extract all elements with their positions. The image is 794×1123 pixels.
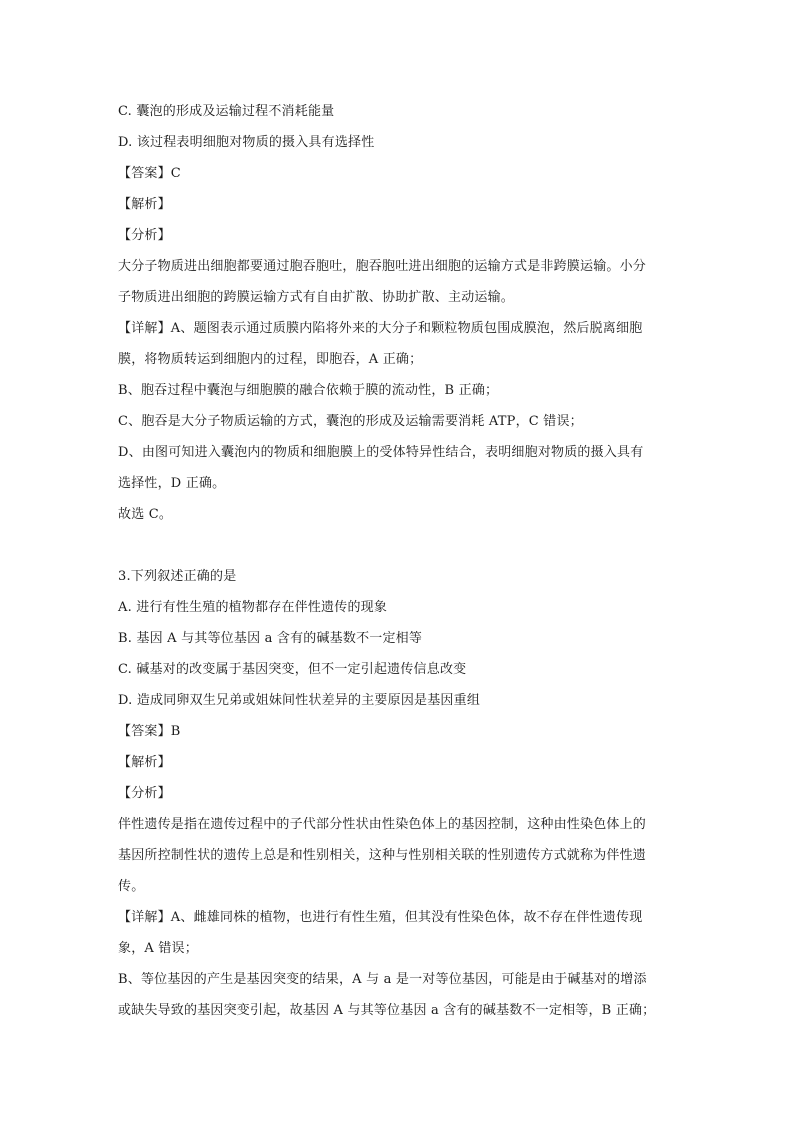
q2-detail-line-1: 【详解】A、题图表示通过质膜内陷将外来的大分子和颗粒物质包围成膜泡，然后脱离细胞 (118, 321, 643, 336)
q2-conclusion: 故选 C。 (118, 507, 173, 522)
q2-fenxi-line-1: 大分子物质进出细胞都要通过胞吞胞吐，胞吞胞吐进出细胞的运输方式是非跨膜运输。小分 (118, 259, 647, 274)
q2-analysis-heading: 【解析】 (118, 197, 171, 212)
q3-fenxi-heading: 【分析】 (118, 786, 171, 801)
q2-fenxi-heading: 【分析】 (118, 228, 171, 243)
q3-fenxi-line-3: 传。 (118, 879, 145, 894)
q3-stem: 3.下列叙述正确的是 (118, 569, 237, 584)
section-gap (118, 530, 678, 561)
q2-option-d: D. 该过程表明细胞对物质的摄入具有选择性 (118, 135, 375, 150)
q3-fenxi-line-1: 伴性遗传是指在遗传过程中的子代部分性状由性染色体上的基因控制，这种由性染色体上的 (118, 817, 647, 832)
q2-option-c: C. 囊泡的形成及运输过程不消耗能量 (118, 104, 335, 119)
q3-answer: 【答案】B (118, 724, 181, 739)
q3-detail-b-line-1: B、等位基因的产生是基因突变的结果，A 与 a 是一对等位基因，可能是由于碱基对的增添 (118, 972, 647, 987)
q3-option-c: C. 碱基对的改变属于基因突变，但不一定引起遗传信息改变 (118, 662, 467, 677)
q3-detail-b-line-2: 或缺失导致的基因突变引起，故基因 A 与其等位基因 a 含有的碱基数不一定相等，B 正确； (118, 1003, 656, 1018)
q3-option-a: A. 进行有性生殖的植物都存在伴性遗传的现象 (118, 600, 388, 615)
q2-detail-c: C、胞吞是大分子物质运输的方式，囊泡的形成及运输需要消耗 ATP，C 错误； (118, 414, 583, 429)
q2-detail-line-2: 膜，将物质转运到细胞内的过程，即胞吞，A 正确； (118, 352, 423, 367)
document-page (118, 96, 678, 1026)
q2-answer: 【答案】C (118, 166, 181, 181)
q2-detail-b: B、胞吞过程中囊泡与细胞膜的融合依赖于膜的流动性，B 正确； (118, 383, 499, 398)
q3-fenxi-line-2: 基因所控制性状的遗传上总是和性别相关，这种与性别相关联的性别遗传方式就称为伴性遗 (118, 848, 647, 863)
q3-detail-line-2: 象，A 错误； (118, 941, 198, 956)
q2-detail-d-line-1: D、由图可知进入囊泡内的物质和细胞膜上的受体特异性结合，表明细胞对物质的摄入具有 (118, 445, 644, 460)
q2-detail-d-line-2: 选择性，D 正确。 (118, 476, 226, 491)
q3-analysis-heading: 【解析】 (118, 755, 171, 770)
q3-option-b: B. 基因 A 与其等位基因 a 含有的碱基数不一定相等 (118, 631, 423, 646)
q2-fenxi-line-2: 子物质进出细胞的跨膜运输方式有自由扩散、协助扩散、主动运输。 (118, 290, 515, 305)
q3-detail-line-1: 【详解】A、雌雄同株的植物，也进行有性生殖，但其没有性染色体，故不存在伴性遗传现 (118, 910, 643, 925)
q3-option-d: D. 造成同卵双生兄弟或姐妹间性状差异的主要原因是基因重组 (118, 693, 481, 708)
